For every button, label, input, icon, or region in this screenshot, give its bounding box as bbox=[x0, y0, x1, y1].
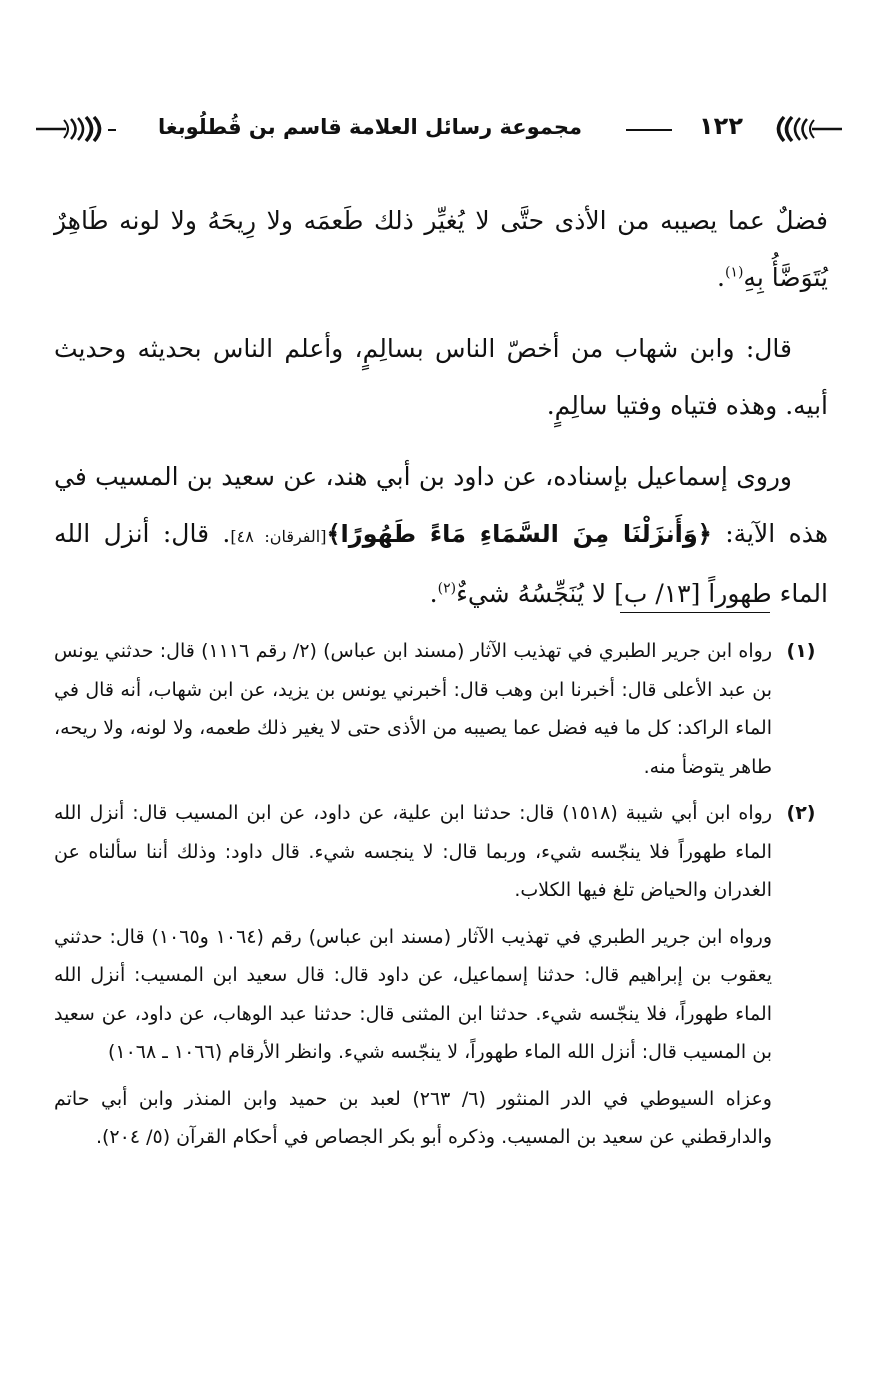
paragraph-1-end: . bbox=[717, 263, 725, 292]
header-rule-right bbox=[626, 129, 672, 131]
ornament-left-icon bbox=[36, 114, 106, 144]
quran-verse: ﴿وَأَنزَلْنَا مِنَ السَّمَاءِ مَاءً طَهُورًا﴾ bbox=[326, 520, 712, 548]
paragraph-3-end: . bbox=[429, 579, 438, 608]
footnote-separator bbox=[620, 612, 770, 613]
paragraph-2: قال: وابن شهاب من أخصّ الناس بسالِمٍ، وأعلم الناس بحديثه وحديث أبيه. وهذه فتياه وفتيا سالِمٍ. bbox=[54, 334, 828, 420]
running-header bbox=[36, 112, 842, 152]
surah-reference: [الفرقان: ٤٨] bbox=[230, 527, 327, 546]
page-number: ١٢٢ bbox=[699, 112, 743, 140]
footnotes bbox=[54, 632, 816, 1165]
footnote-2-text-3: وعزاه السيوطي في الدر المنثور (٦/ ٢٦٣) لعبد بن حميد وابن المنذر وابن أبي حاتم والدارقطني عن سعيد بن المسيب. وذكره أبو بكر الجصاص في أحكام القرآن (٥/ ٢٠٤). bbox=[54, 1087, 772, 1148]
header-rule-left bbox=[108, 129, 116, 131]
footnote-2 bbox=[54, 794, 816, 1157]
running-title: مجموعة رسائل العلامة قاسم بن قُطلُوبغا bbox=[158, 115, 582, 139]
paragraph-1-text: فضلٌ عما يصيبه من الأذى حتَّى لا يُغيِّر ذلك طَعمَه ولا رِيحَهُ ولا لونه طَاهِرٌ يُتَوَضَّأُ بِهِ bbox=[54, 206, 828, 292]
footnote-ref-2: (٢) bbox=[437, 580, 457, 597]
footnote-1-text: رواه ابن جرير الطبري في تهذيب الآثار (مسند ابن عباس) (٢/ رقم ١١١٦) قال: حدثني يونس بن عبد الأعلى قال: أخبرنا ابن وهب قال: أخبرني يونس بن يزيد، عن ابن شهاب، أنه قال في الماء الراكد: كل ما فيه فضل عما يصيبه من الأذى حتى لا يغير ذلك طعمه، ولا لونه، ولا ريحه، طاهر يتوضأ منه. bbox=[54, 640, 773, 778]
paragraph-3-text-b: . قال: أنزل الله الماء طهوراً [١٣/ ب] لا يُنَجِّسُهُ شيءٌ bbox=[54, 519, 828, 608]
footnote-2-text-2: ورواه ابن جرير الطبري في تهذيب الآثار (مسند ابن عباس) رقم (١٠٦٤ و١٠٦٥) قال: حدثني يعقوب بن إبراهيم قال: حدثنا إسماعيل، عن داود قال: قال سعيد ابن المسيب: أنزل الله الماء طهوراً، فلا ينجّسه شيء. حدثنا ابن المثنى قال: حدثنا عبد الوهاب، عن داود، عن سعيد بن المسيب قال: أنزل الله الماء طهوراً، لا ينجّسه شيء. وانظر الأرقام (١٠٦٦ ـ ١٠٦٨) bbox=[54, 925, 773, 1063]
paragraph-1 bbox=[54, 192, 828, 306]
ornament-right-icon bbox=[772, 114, 842, 144]
footnote-2-number: (٢) bbox=[786, 802, 816, 824]
footnote-2-text-1: رواه ابن أبي شيبة (١٥١٨) قال: حدثنا ابن علية، عن داود، عن ابن المسيب قال: أنزل الله الماء طهوراً فلا ينجّسه شيء، وربما قال: لا ينجسه شيء. قال داود: وذلك أننا سألناه عن الغدران والحياض تلغ فيها الكلاب. bbox=[54, 802, 772, 901]
paragraph-3 bbox=[54, 448, 828, 622]
footnote-ref-1: (١) bbox=[724, 264, 744, 281]
footnote-1 bbox=[54, 632, 816, 786]
main-text bbox=[54, 192, 828, 636]
paragraph-3-text-a: وروى إسماعيل بإسناده، عن داود بن أبي هند، عن سعيد بن المسيب في هذه الآية: bbox=[54, 462, 829, 548]
footnote-1-number: (١) bbox=[786, 640, 816, 662]
